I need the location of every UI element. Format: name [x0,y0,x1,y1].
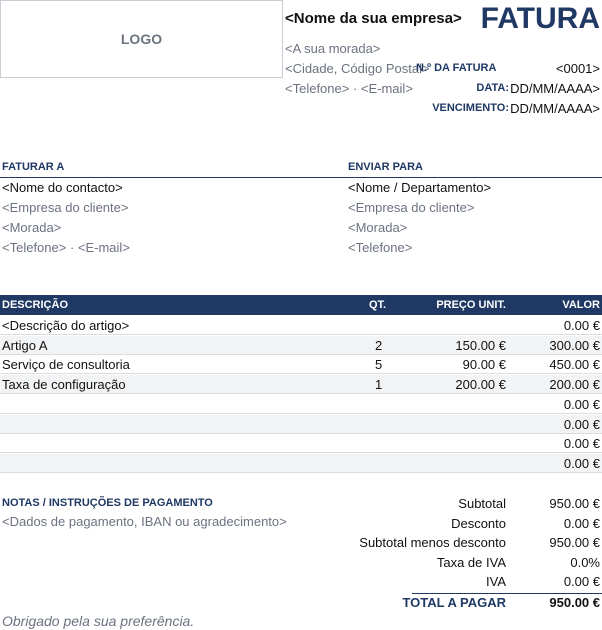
invoice-due-value[interactable]: DD/MM/AAAA> [510,101,600,116]
cell-description: Serviço de consultoria [2,357,130,373]
ship-to-name[interactable]: <Nome / Departamento> [348,180,492,195]
cell-unit-price: 200.00 € [455,377,506,393]
ship-to-address[interactable]: <Morada> [348,220,408,235]
cell-amount: 0.00 € [563,318,600,333]
table-row[interactable] [0,355,602,374]
invoice-title: FATURA [480,2,600,35]
bill-to-phone-email[interactable]: <Telefone> · <E-mail> [2,240,130,255]
table-row[interactable] [0,375,602,394]
grand-total-divider [412,593,602,594]
cell-unit-price: 90.00 € [462,357,506,373]
ship-to-company[interactable]: <Empresa do cliente> [348,200,475,215]
ship-to-heading: ENVIAR PARA [348,161,423,173]
invoice-number-label: N.º DA FATURA [416,62,497,74]
bill-to-divider [0,177,338,178]
cell-description: Taxa de configuração [2,377,126,393]
items-table-header [0,295,602,315]
totals-label: IVA [486,574,506,589]
cell-amount: 200.00 € [549,377,600,393]
cell-description: <Descrição do artigo> [2,318,130,333]
table-row[interactable] [0,454,602,473]
bill-to-contact[interactable]: <Nome do contacto> [2,180,123,195]
totals-label: Taxa de IVA [436,554,506,570]
header-amount: VALOR [562,299,600,311]
company-address: <A sua morada> [285,41,381,56]
invoice-number-value[interactable]: <0001> [555,61,600,76]
totals-value: 950.00 € [549,496,600,511]
invoice-due-label: VENCIMENTO: [432,102,509,114]
cell-amount: 0.00 € [563,455,600,471]
bill-to-heading: FATURAR A [2,161,65,173]
totals-label: Subtotal menos desconto [359,535,506,550]
cell-qty: 2 [375,337,383,353]
table-row[interactable] [0,336,602,355]
table-row[interactable] [0,395,602,414]
invoice-date-label: DATA: [476,82,509,94]
ship-to-divider [338,177,602,178]
header-qty: QT. [369,299,387,311]
totals-value: 0.0% [570,554,600,570]
company-contact: <Telefone> · <E-mail> [285,81,413,96]
ship-to-phone[interactable]: <Telefone> [348,240,413,255]
cell-qty: 1 [375,377,383,393]
cell-unit-price: 150.00 € [455,337,506,353]
header-description: DESCRIÇÃO [2,299,69,311]
table-row[interactable] [0,415,602,434]
cell-description: Artigo A [2,337,48,353]
totals-label: Subtotal [458,496,506,511]
notes-heading: NOTAS / INSTRUÇÕES DE PAGAMENTO [2,497,213,509]
totals-label: Desconto [451,515,506,531]
bill-to-address[interactable]: <Morada> [2,220,62,235]
bill-to-company[interactable]: <Empresa do cliente> [2,200,129,215]
header-unit-price: PREÇO UNIT. [436,299,506,311]
grand-total-value: 950.00 € [549,595,600,610]
notes-text[interactable]: <Dados de pagamento, IBAN ou agradecimento> [2,514,287,529]
company-city: <Cidade, Código Postal> [285,61,430,76]
cell-amount: 300.00 € [549,337,600,353]
cell-amount: 450.00 € [549,357,600,373]
cell-amount: 0.00 € [563,436,600,452]
invoice-date-value[interactable]: DD/MM/AAAA> [510,81,600,96]
totals-value: 0.00 € [563,574,600,589]
company-name: <Nome da sua empresa> [285,10,462,27]
logo-text: LOGO [120,31,163,47]
logo-placeholder [0,0,283,78]
table-row[interactable] [0,434,602,453]
totals-value: 950.00 € [549,535,600,550]
cell-amount: 0.00 € [563,396,600,412]
table-row[interactable] [0,316,602,335]
grand-total-label: TOTAL A PAGAR [402,595,506,610]
totals-value: 0.00 € [563,515,600,531]
cell-qty: 5 [375,357,383,373]
cell-amount: 0.00 € [563,416,600,432]
thank-you-note: Obrigado pela sua preferência. [2,613,195,629]
